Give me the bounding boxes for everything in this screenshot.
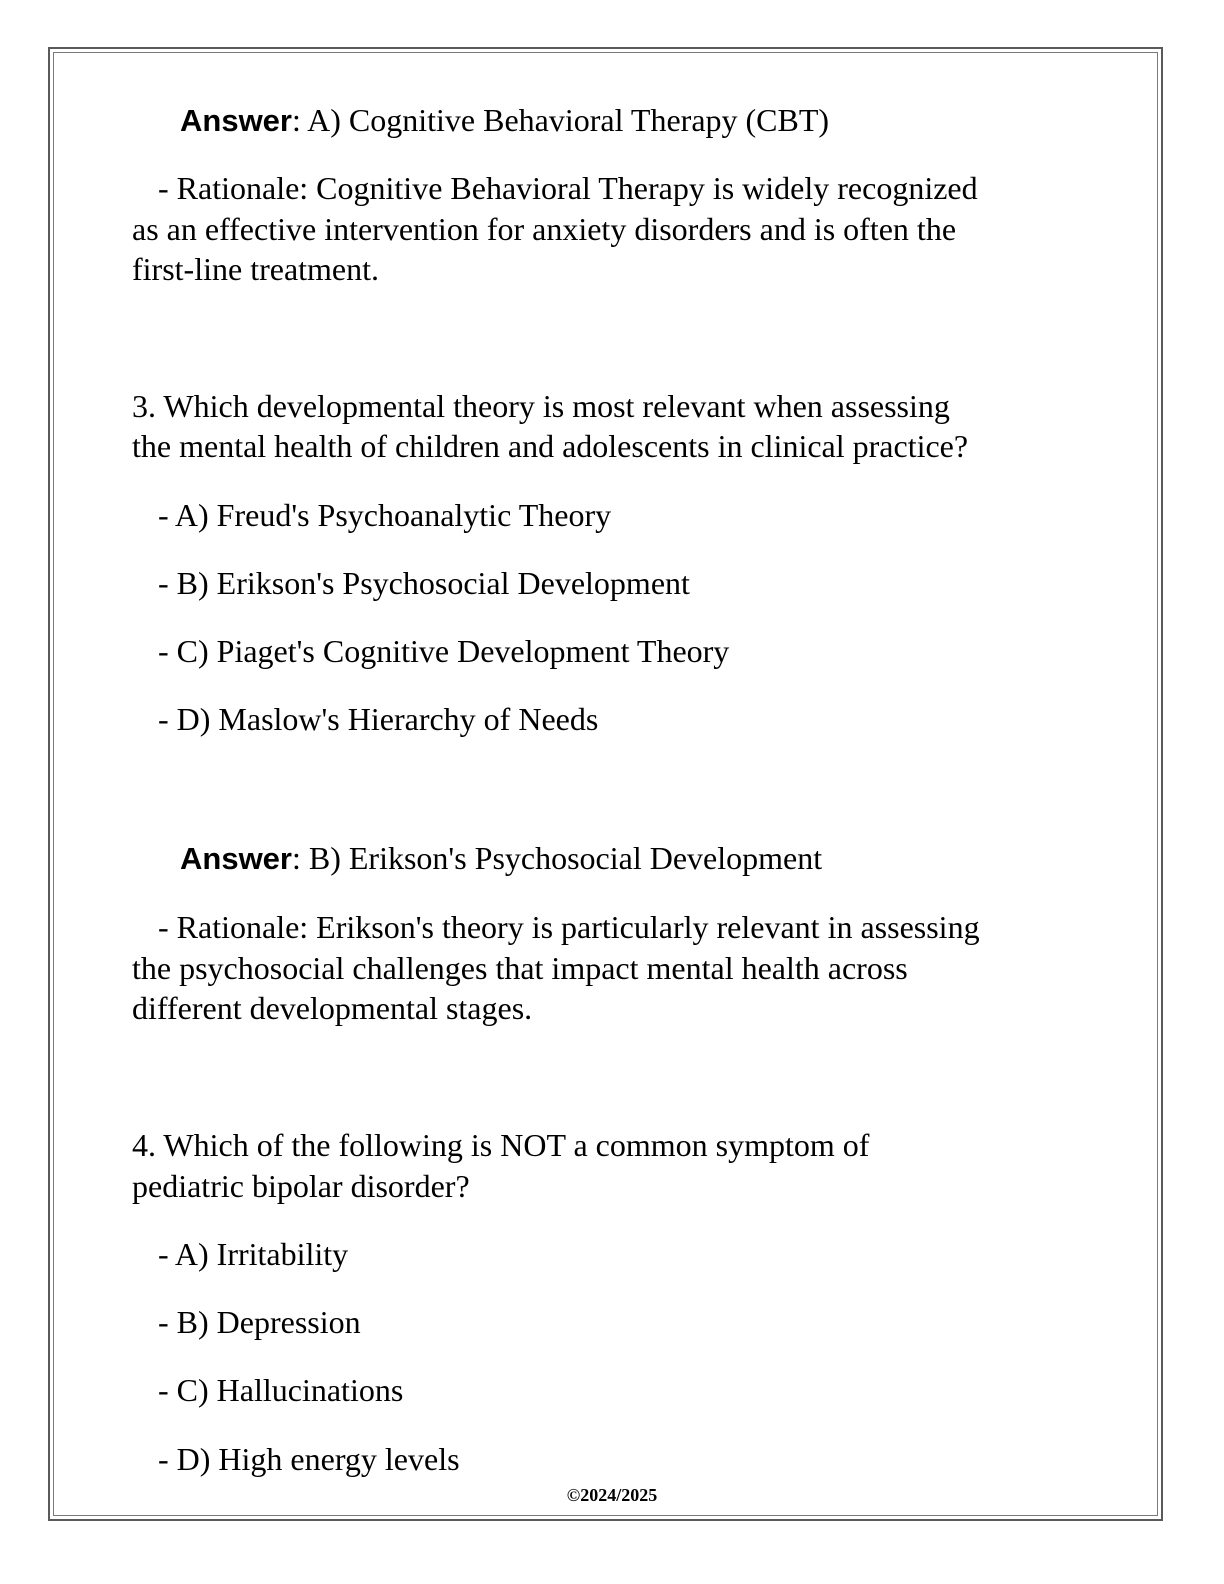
rationale-line: different developmental stages. <box>132 990 533 1026</box>
option-item: - C) Hallucinations <box>158 1372 404 1408</box>
rationale-line: as an effective intervention for anxiety disorders and is often the <box>132 211 957 247</box>
rationale-line: the psychosocial challenges that impact mental health across <box>132 950 908 986</box>
option-item: - A) Irritability <box>158 1236 349 1272</box>
answer-3-line <box>180 838 822 879</box>
option-item: - D) High energy levels <box>158 1441 460 1477</box>
answer-label: Answer <box>180 103 292 138</box>
question-3-line: the mental health of children and adolescents in clinical practice? <box>132 428 969 464</box>
copyright-footer: ©2024/2025 <box>566 1485 658 1505</box>
answer-text: : A) Cognitive Behavioral Therapy (CBT) <box>291 102 830 138</box>
question-4-line: 4. Which of the following is NOT a common symptom of <box>132 1127 870 1163</box>
question-4-line: pediatric bipolar disorder? <box>132 1168 470 1204</box>
question-3-line: 3. Which developmental theory is most relevant when assessing <box>132 388 950 424</box>
rationale-line: first-line treatment. <box>132 251 380 287</box>
rationale-line: - Rationale: Cognitive Behavioral Therapy is widely recognized <box>158 170 978 206</box>
option-item: - D) Maslow's Hierarchy of Needs <box>158 701 599 737</box>
option-item: - B) Erikson's Psychosocial Development <box>158 565 690 601</box>
option-item: - A) Freud's Psychoanalytic Theory <box>158 497 612 533</box>
rationale-line: - Rationale: Erikson's theory is particularly relevant in assessing <box>158 909 980 945</box>
option-item: - C) Piaget's Cognitive Development Theory <box>158 633 730 669</box>
answer-text: : B) Erikson's Psychosocial Development <box>291 840 823 876</box>
answer-2-line <box>180 100 829 141</box>
answer-label: Answer <box>180 841 292 876</box>
option-item: - B) Depression <box>158 1304 361 1340</box>
